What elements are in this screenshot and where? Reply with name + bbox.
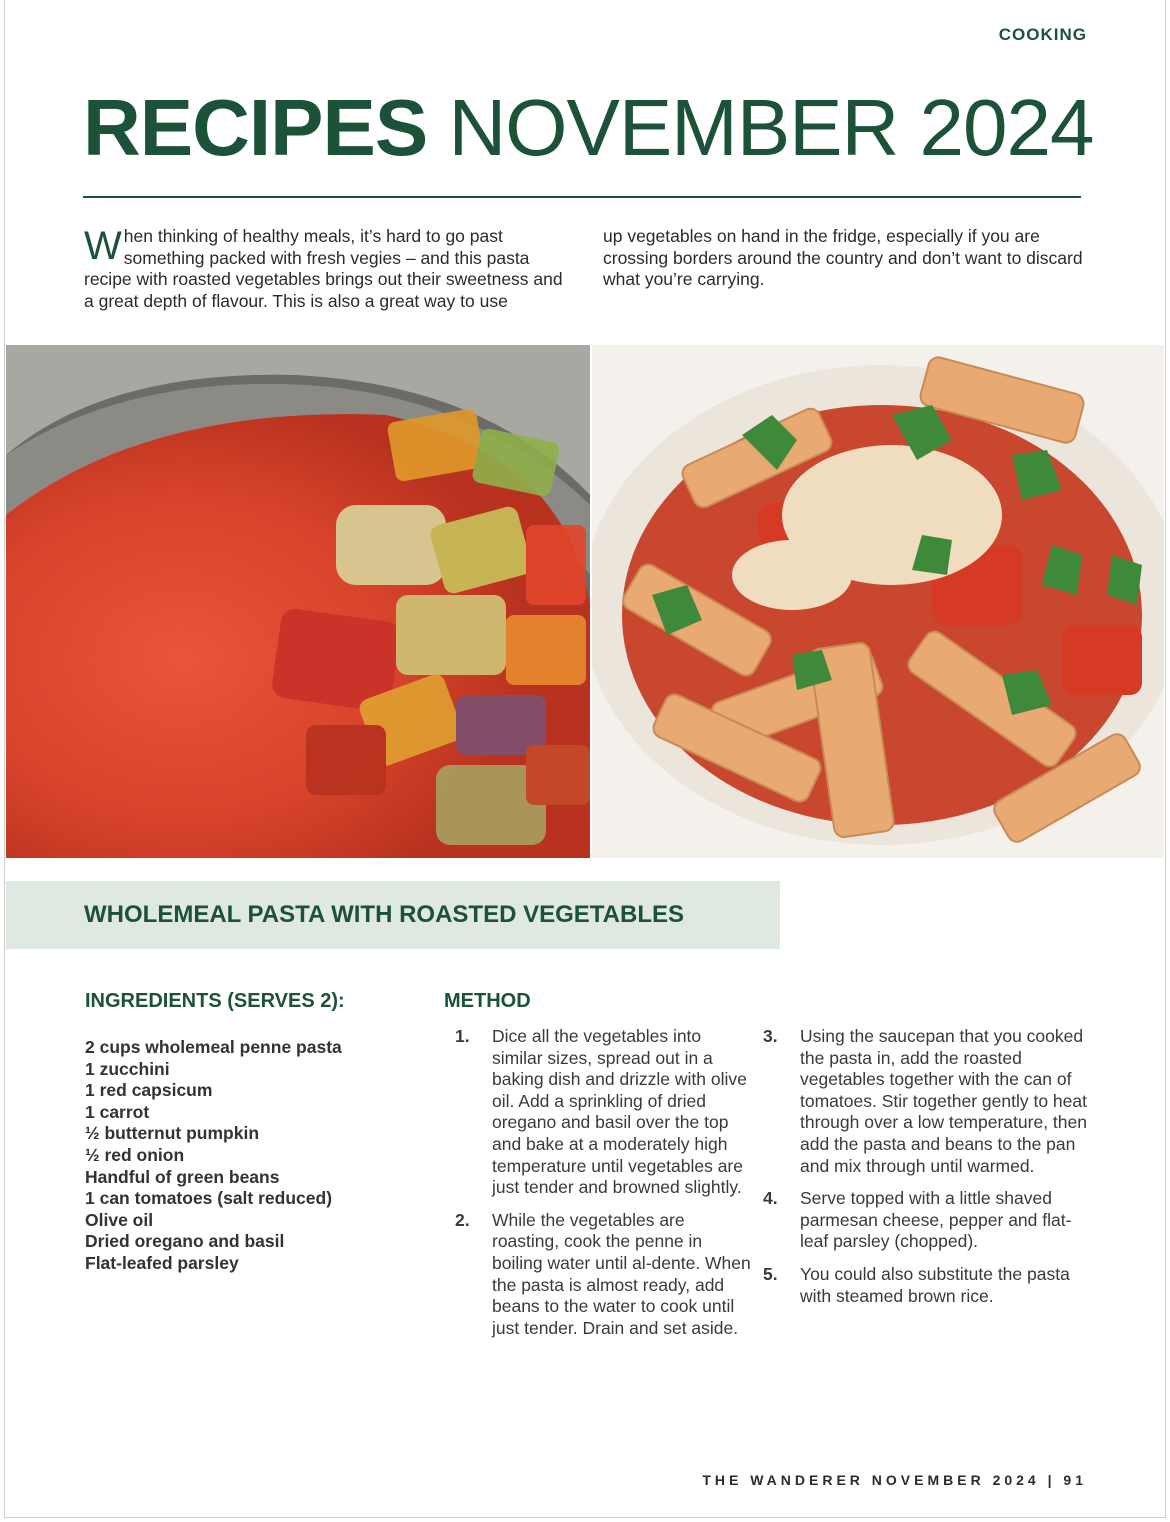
section-label: COOKING <box>998 25 1087 44</box>
method-step <box>763 1188 1093 1253</box>
ingredient-item: Olive oil <box>85 1209 154 1230</box>
method-step <box>763 1026 1093 1177</box>
method-step <box>455 1210 755 1340</box>
ingredient-item: 1 carrot <box>85 1101 150 1122</box>
step-text: You could also substitute the pasta with steamed brown rice. <box>800 1263 1070 1306</box>
method-list-column-2 <box>763 1026 1093 1318</box>
method-list-column-1 <box>455 1026 755 1350</box>
intro-dropcap: W <box>84 224 122 268</box>
step-number: 5. <box>763 1263 778 1284</box>
ingredient-item: Flat-leafed parsley <box>85 1252 239 1273</box>
ingredient-item: Dried oregano and basil <box>85 1231 285 1252</box>
title-light: NOVEMBER 2024 <box>448 83 1094 172</box>
step-number: 1. <box>455 1026 470 1046</box>
photo-pot-sauce-vegetables <box>6 345 590 858</box>
title-rule <box>83 196 1081 198</box>
intro-left-column <box>84 226 568 312</box>
ingredient-item: Handful of green beans <box>85 1166 280 1187</box>
intro-left-text: hen thinking of healthy meals, it’s hard to go past something packed with fresh vegies – and this pasta recipe with roasted vegetables brings out their sweetness and a great depth of flavour. This is also a great way to use <box>84 226 563 311</box>
recipe-title-banner <box>6 881 780 949</box>
step-number: 2. <box>455 1209 470 1230</box>
step-text: Using the saucepan that you cooked the pasta in, add the roasted vegetables together with the can of tomatoes. Stir together gently to heat through over a low temperature, then add the pasta and beans to the pan and mix through until warmed. <box>800 1026 1087 1176</box>
method-step <box>455 1026 755 1199</box>
photo-pasta-plate <box>592 345 1164 858</box>
recipe-title: WHOLEMEAL PASTA WITH ROASTED VEGETABLES <box>84 901 684 928</box>
ingredient-item: 2 cups wholemeal penne pasta <box>85 1037 342 1057</box>
step-number: 3. <box>763 1026 778 1046</box>
ingredient-item: 1 can tomatoes (salt reduced) <box>85 1188 333 1209</box>
ingredient-item: 1 red capsicum <box>85 1080 213 1101</box>
page-footer: THE WANDERER NOVEMBER 2024 | 91 <box>702 1472 1087 1488</box>
step-text: While the vegetables are roasting, cook the penne in boiling water until al-dente. When the pasta is almost ready, add beans to the water to cook until just tender. Drain and set aside. <box>492 1209 751 1338</box>
ingredients-list <box>85 1037 342 1275</box>
step-text: Dice all the vegetables into similar sizes, spread out in a baking dish and drizzle with olive oil. Add a sprinkling of dried oregano and basil over the top and bake at a moderately high temperature until vegetables are just tender and browned slightly. <box>492 1026 747 1198</box>
step-number: 4. <box>763 1188 778 1209</box>
step-text: Serve topped with a little shaved parmesan cheese, pepper and flat-leaf parsley (chopped). <box>800 1188 1072 1252</box>
ingredient-item: 1 zucchini <box>85 1058 170 1079</box>
ingredient-item: ½ butternut pumpkin <box>85 1123 260 1144</box>
title-bold: RECIPES <box>83 83 428 172</box>
method-heading: METHOD <box>444 990 531 1012</box>
page-title <box>83 80 1094 176</box>
ingredient-item: ½ red onion <box>85 1144 185 1165</box>
ingredients-heading: INGREDIENTS (SERVES 2): <box>85 990 345 1012</box>
intro-right-column: up vegetables on hand in the fridge, especially if you are crossing borders around the country and don’t want to discard what you’re carrying. <box>603 226 1083 289</box>
method-step <box>763 1264 1093 1307</box>
